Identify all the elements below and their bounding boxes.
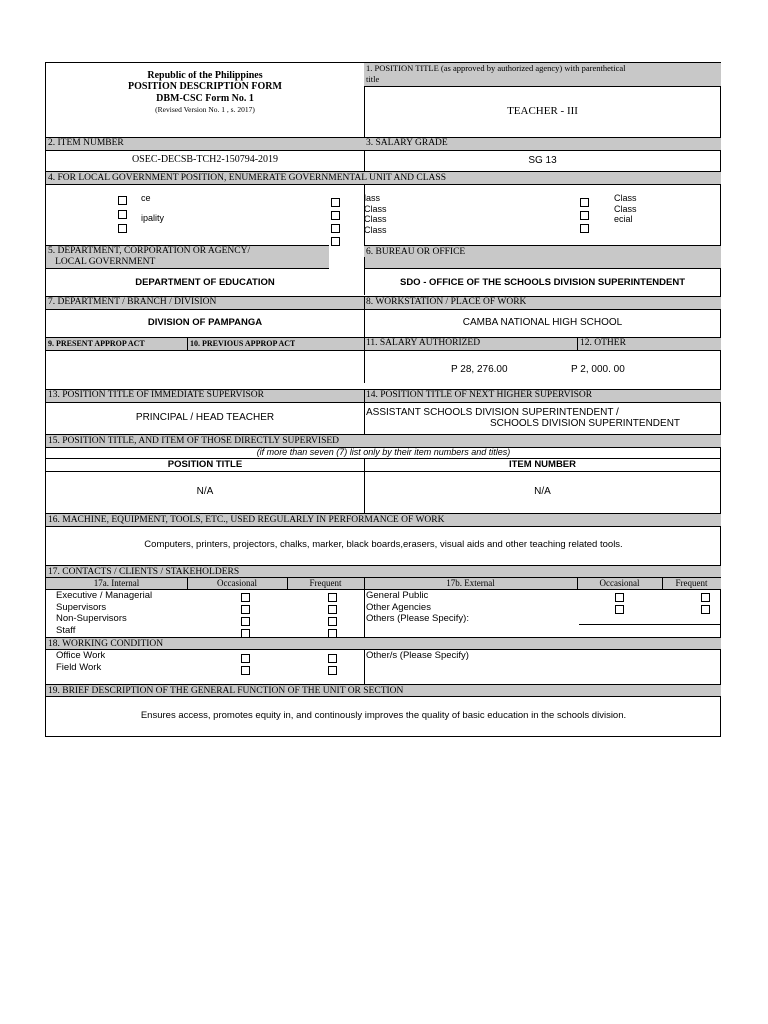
lgu-checkbox[interactable] xyxy=(331,198,340,207)
lgu-col1: ce ipality xyxy=(141,193,165,223)
item-number-label: 2. ITEM NUMBER xyxy=(48,138,124,148)
position-title-value: TEACHER - III xyxy=(507,105,578,117)
lgu-checkbox[interactable] xyxy=(580,198,589,207)
external-items: General Public Other Agencies Others (Please Specify): xyxy=(366,590,469,624)
revised-version: (Revised Version No. 1 , s. 2017) xyxy=(155,105,255,114)
external-frequent-checkbox[interactable] xyxy=(701,605,710,614)
office-work-frequent-checkbox[interactable] xyxy=(328,654,337,663)
workstation-label: 8. WORKSTATION / PLACE OF WORK xyxy=(366,297,527,307)
workstation-value: CAMBA NATIONAL HIGH SCHOOL xyxy=(462,317,623,328)
position-title-col-header: POSITION TITLE xyxy=(167,459,243,470)
working-condition-header: 18. WORKING CONDITION xyxy=(46,637,721,650)
division-label: 7. DEPARTMENT / BRANCH / DIVISION xyxy=(48,297,217,307)
salary-grade-label: 3. SALARY GRADE xyxy=(366,138,448,148)
local-government-header: 4. FOR LOCAL GOVERNMENT POSITION, ENUMERATE GOVERNMENTAL UNIT AND CLASS xyxy=(46,171,721,185)
position-description-form xyxy=(45,62,721,737)
next-supervisor-label: 14. POSITION TITLE OF NEXT HIGHER SUPERVISOR xyxy=(366,390,593,400)
item-number-na: N/A xyxy=(534,486,551,497)
field-work-frequent-checkbox[interactable] xyxy=(328,666,337,675)
general-function-header: 19. BRIEF DESCRIPTION OF THE GENERAL FUNCTION OF THE UNIT OR SECTION xyxy=(46,684,721,697)
republic-label: Republic of the Philippines xyxy=(147,71,263,81)
lgu-checkbox[interactable] xyxy=(331,237,340,246)
frequent-label: Frequent xyxy=(309,578,342,588)
lgu-checkbox[interactable] xyxy=(580,224,589,233)
item-number-col-header: ITEM NUMBER xyxy=(508,459,577,470)
internal-frequent-checkbox[interactable] xyxy=(328,593,337,602)
general-function-value: Ensures access, promotes equity in, and continously improves the quality of basic education in the schools division. xyxy=(140,710,627,721)
position-title-na: N/A xyxy=(196,486,214,497)
lgu-checkbox[interactable] xyxy=(118,210,127,219)
directly-supervised-header: 15. POSITION TITLE, AND ITEM OF THOSE DIRECTLY SUPERVISED xyxy=(46,434,721,448)
division-value: DIVISION OF PAMPANGA xyxy=(147,317,263,328)
next-supervisor-value-2: SCHOOLS DIVISION SUPERINTENDENT xyxy=(490,418,681,429)
external-frequent-checkbox[interactable] xyxy=(701,593,710,602)
lgu-checkbox[interactable] xyxy=(118,196,127,205)
salary-authorized-label: 11. SALARY AUTHORIZED xyxy=(366,338,481,348)
previous-approp-label: 10. PREVIOUS APPROP ACT xyxy=(190,339,296,348)
internal-frequent-checkbox[interactable] xyxy=(328,605,337,614)
office-work-occasional-checkbox[interactable] xyxy=(241,654,250,663)
form-number: DBM-CSC Form No. 1 xyxy=(156,94,254,104)
next-supervisor-value-1: ASSISTANT SCHOOLS DIVISION SUPERINTENDENT / xyxy=(366,407,619,418)
internal-occasional-checkbox[interactable] xyxy=(241,593,250,602)
agency-header: 5. DEPARTMENT, CORPORATION OR AGENCY/ LOCAL GOVERNMENT xyxy=(46,245,329,269)
form-title: POSITION DESCRIPTION FORM xyxy=(128,82,282,92)
directly-supervised-note: (if more than seven (7) list only by their item numbers and titles) xyxy=(256,447,511,457)
external-occasional-checkbox[interactable] xyxy=(615,605,624,614)
lgu-col2: lass Class Class Class xyxy=(364,193,387,235)
lgu-checkbox[interactable] xyxy=(580,211,589,220)
external-label: 17b. External xyxy=(446,578,495,588)
internal-frequent-checkbox[interactable] xyxy=(328,617,337,626)
lgu-checkbox[interactable] xyxy=(118,224,127,233)
item-number-value: OSEC-DECSB-TCH2-150794-2019 xyxy=(131,154,279,165)
position-title-header: 1. POSITION TITLE (as approved by authorized agency) with parenthetical title xyxy=(364,62,721,87)
lgu-checkbox[interactable] xyxy=(331,224,340,233)
internal-label: 17a. Internal xyxy=(93,578,140,588)
immediate-supervisor-label: 13. POSITION TITLE OF IMMEDIATE SUPERVISOR xyxy=(48,390,264,400)
agency-value: DEPARTMENT OF EDUCATION xyxy=(135,277,275,288)
other-label: 12. OTHER xyxy=(580,338,626,348)
working-condition-other: Other/s (Please Specify) xyxy=(366,650,469,661)
internal-occasional-checkbox[interactable] xyxy=(241,617,250,626)
bureau-value: SDO - OFFICE OF THE SCHOOLS DIVISION SUPERINTENDENT xyxy=(399,277,686,288)
occasional-label: Occasional xyxy=(599,578,640,588)
immediate-supervisor-value: PRINCIPAL / HEAD TEACHER xyxy=(135,412,275,423)
field-work-occasional-checkbox[interactable] xyxy=(241,666,250,675)
internal-items: Executive / Managerial Supervisors Non-Supervisors Staff xyxy=(56,590,153,636)
bureau-header: 6. BUREAU OR OFFICE xyxy=(364,245,721,269)
lgu-col3: Class Class ecial xyxy=(614,193,637,224)
occasional-label: Occasional xyxy=(217,578,257,588)
other-value: P 2, 000. 00 xyxy=(571,364,625,375)
external-occasional-checkbox[interactable] xyxy=(615,593,624,602)
salary-grade-value: SG 13 xyxy=(528,155,557,166)
working-condition-items: Office Work Field Work xyxy=(56,650,106,673)
equipment-value: Computers, printers, projectors, chalks, marker, black boards,erasers, visual aids and other teaching related tools. xyxy=(144,539,623,550)
present-approp-label: 9. PRESENT APPROP ACT xyxy=(48,339,145,348)
internal-occasional-checkbox[interactable] xyxy=(241,605,250,614)
contacts-header: 17. CONTACTS / CLIENTS / STAKEHOLDERS xyxy=(46,565,721,578)
salary-authorized-value: P 28, 276.00 xyxy=(451,364,508,375)
frequent-label: Frequent xyxy=(675,578,708,588)
lgu-checkbox[interactable] xyxy=(331,211,340,220)
equipment-header: 16. MACHINE, EQUIPMENT, TOOLS, ETC., USED REGULARLY IN PERFORMANCE OF WORK xyxy=(46,513,721,527)
